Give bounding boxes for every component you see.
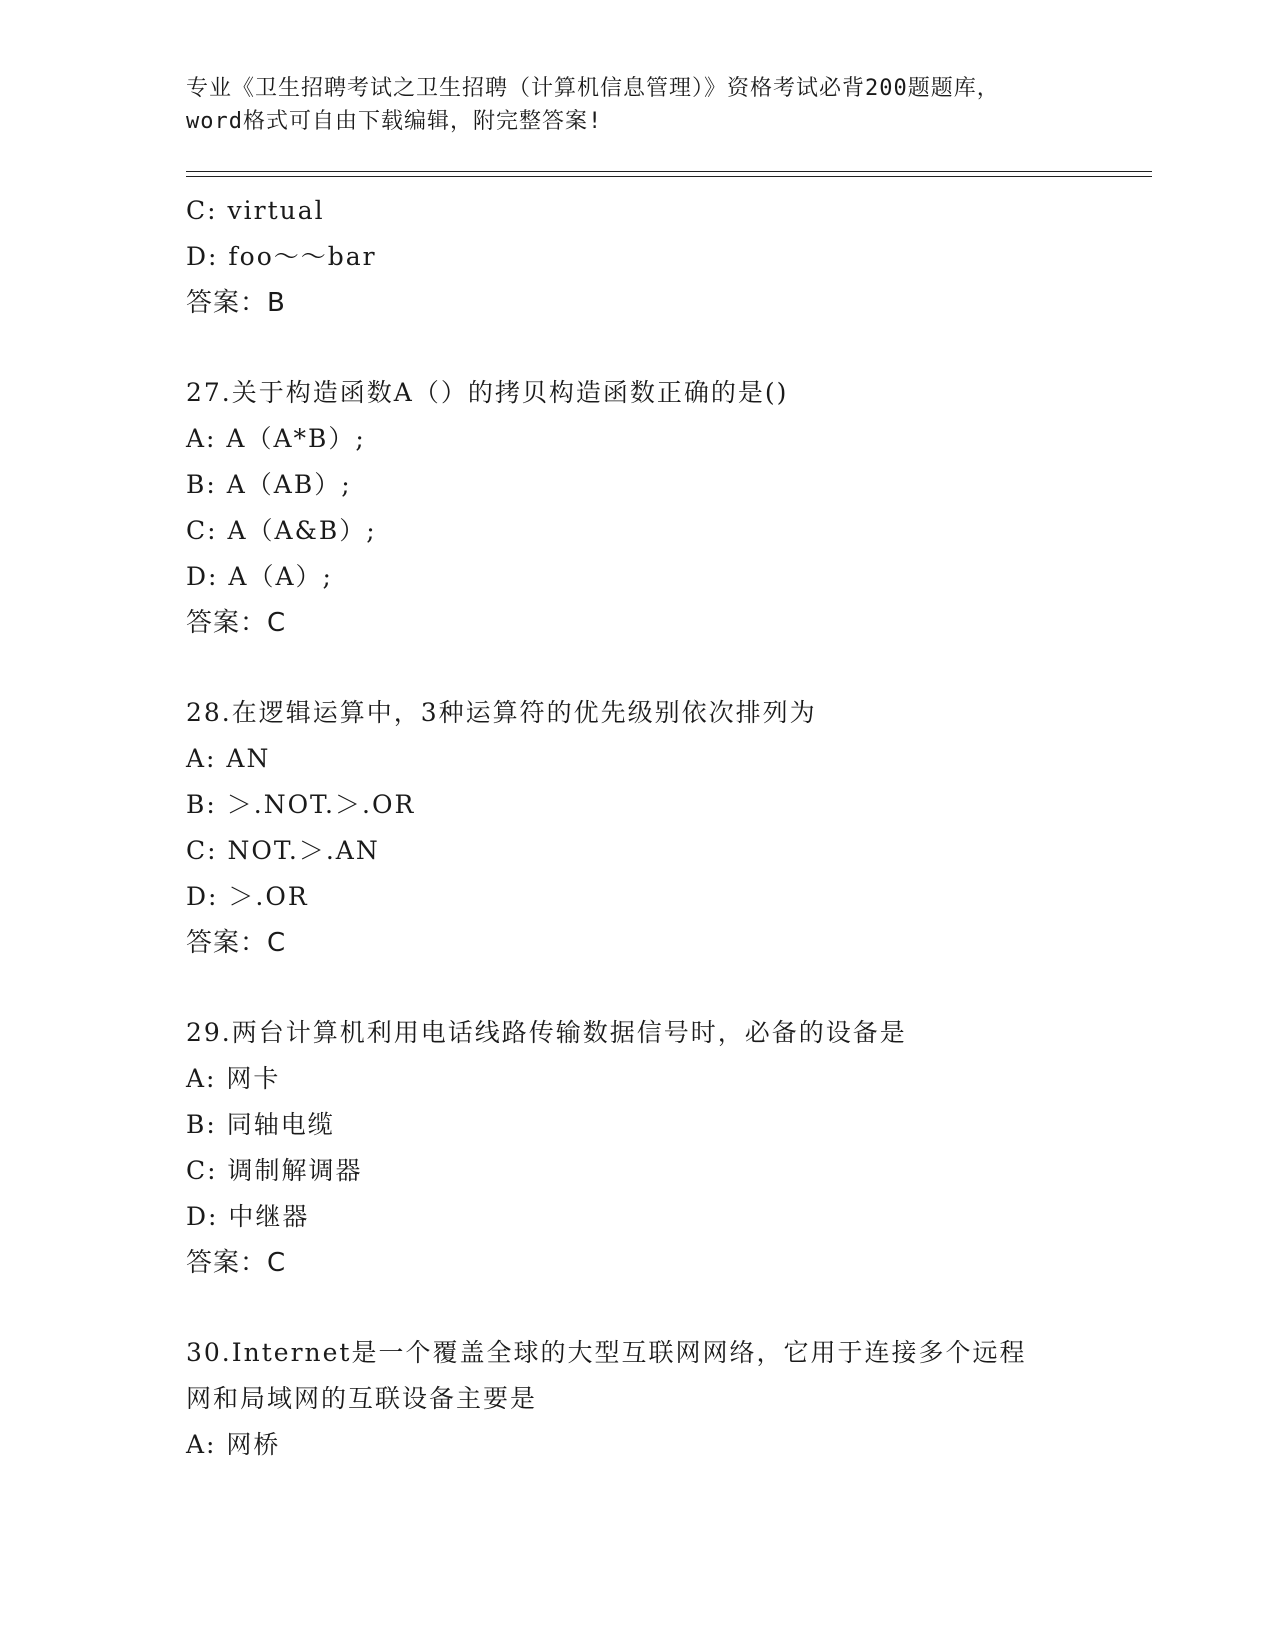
option-b: B: A（AB）; [186,470,352,499]
question-stem: 29.两台计算机利用电话线路传输数据信号时，必备的设备是 [186,1018,907,1047]
option-a: A: 网桥 [186,1430,281,1459]
answer-line: 答案：C [186,1248,287,1278]
answer-line: 答案：B [186,288,286,318]
option-b: B: ＞.NOT.＞.OR [186,790,416,819]
header-divider-bottom [186,176,1152,177]
header-divider-top [186,171,1152,172]
spacer [186,966,1152,1010]
option-a: A: AN [186,744,271,773]
option-d: D: 中继器 [186,1202,310,1231]
question-block-27 [186,370,1152,646]
spacer [186,1286,1152,1330]
answer-line: 答案：C [186,928,287,958]
question-list [186,188,1152,1468]
option-c: C: A（A&B）; [186,516,377,545]
question-block-29 [186,1010,1152,1286]
spacer [186,646,1152,690]
question-stem: 28.在逻辑运算中，3种运算符的优先级别依次排列为 [186,698,817,727]
header-title-line-1: 专业《卫生招聘考试之卫生招聘（计算机信息管理）》资格考试必背200题题库， [186,76,1000,101]
question-block-30 [186,1330,1152,1468]
option-c: C: virtual [186,196,325,225]
answer-line: 答案：C [186,608,287,638]
question-stem-line-1: 30.Internet是一个覆盖全球的大型互联网网络，它用于连接多个远程 [186,1338,1027,1367]
option-c: C: NOT.＞.AN [186,836,380,865]
spacer [186,326,1152,370]
header-title-line-2: word格式可自由下载编辑，附完整答案! [186,109,603,134]
option-b: B: 同轴电缆 [186,1110,335,1139]
question-block-26-continued [186,188,1152,326]
document-header [186,72,1126,138]
option-c: C: 调制解调器 [186,1156,363,1185]
option-d: D: foo～～bar [186,242,377,271]
option-d: D: ＞.OR [186,882,309,911]
option-a: A: A（A*B）; [186,424,366,453]
question-stem-line-2: 网和局域网的互联设备主要是 [186,1384,538,1413]
option-d: D: A（A）; [186,562,333,591]
option-a: A: 网卡 [186,1064,281,1093]
question-block-28 [186,690,1152,966]
question-stem: 27.关于构造函数A（）的拷贝构造函数正确的是() [186,378,789,407]
